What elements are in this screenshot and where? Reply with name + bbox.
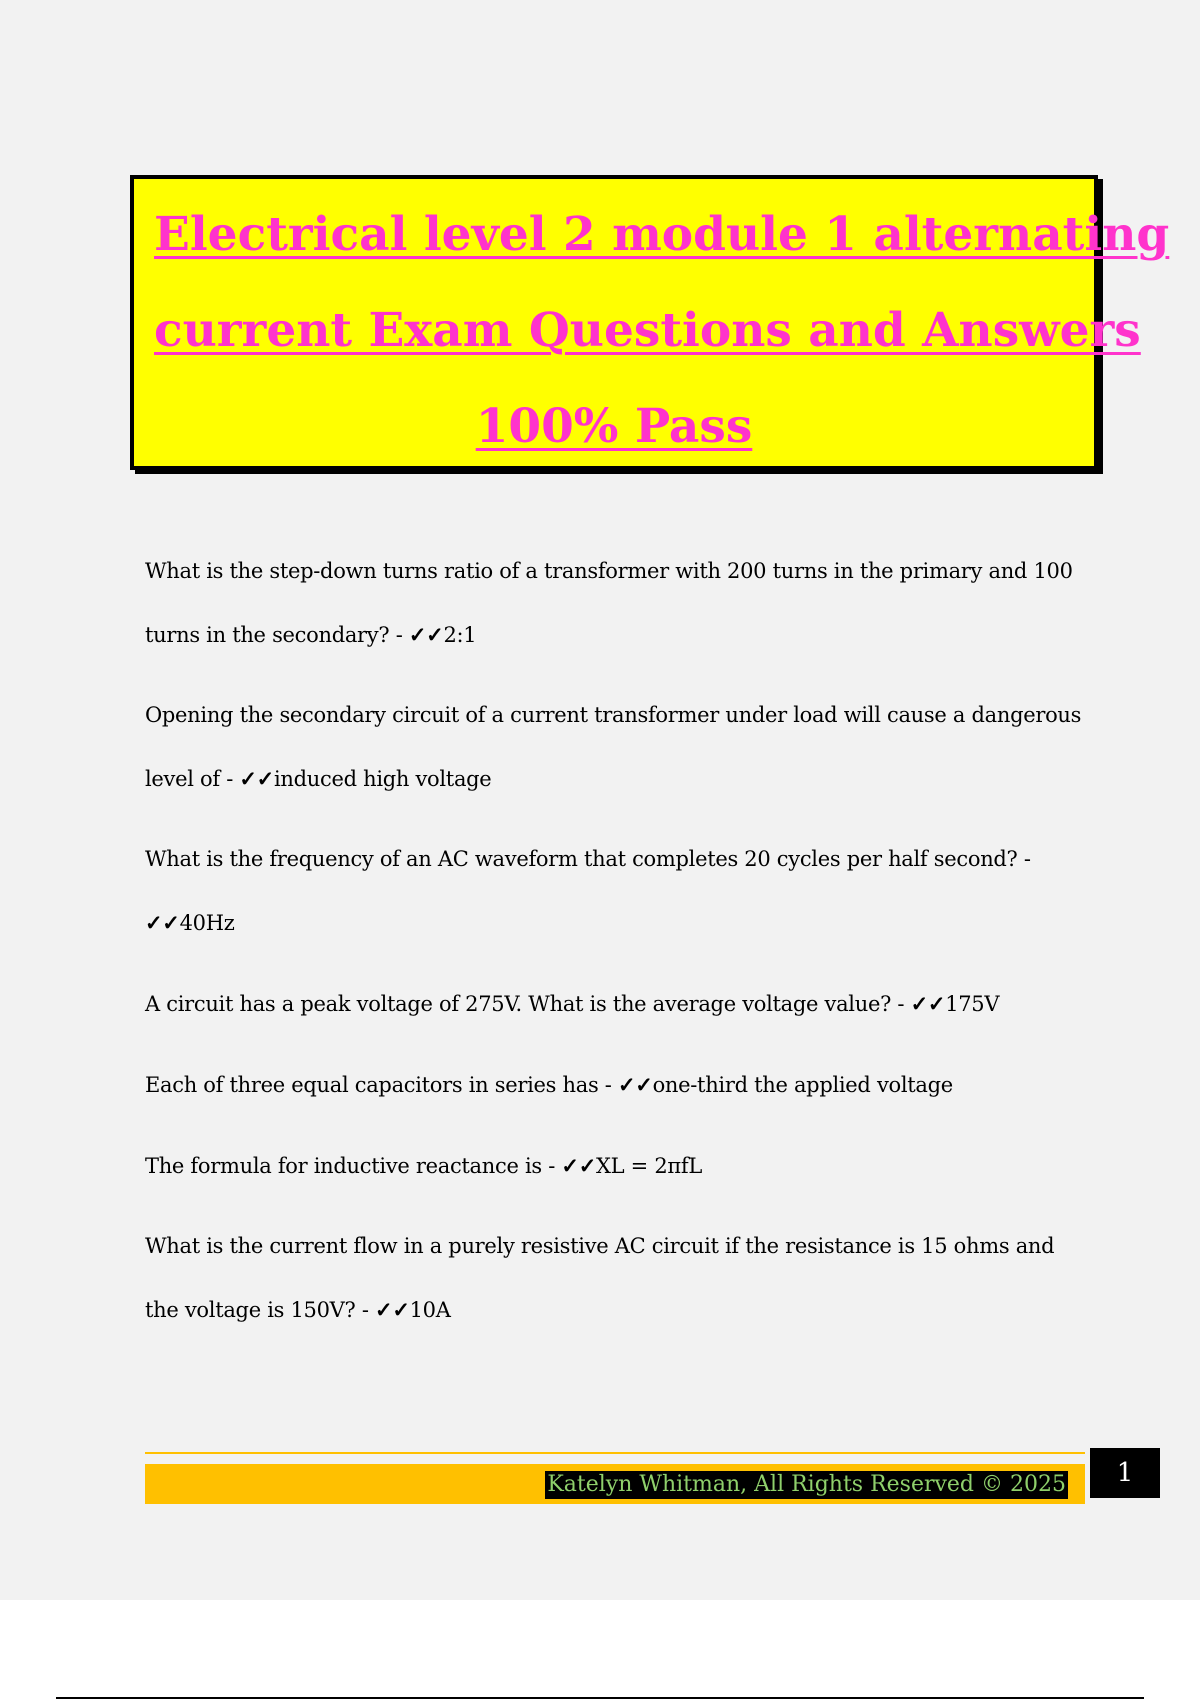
double-check-icon: ✓✓: [145, 910, 180, 935]
page-bottom-divider: [56, 1697, 1144, 1699]
answer-text: 10A: [409, 1298, 451, 1322]
qa-item: [145, 828, 1085, 955]
title-line-2: current Exam Questions and Answers: [154, 303, 1141, 358]
double-check-icon: ✓✓: [239, 766, 274, 791]
question-text: The formula for inductive reactance is: [145, 1154, 542, 1178]
qa-item: [145, 684, 1085, 811]
qa-item: [145, 1134, 1085, 1198]
footer-copyright: Katelyn Whitman, All Rights Reserved © 2025: [547, 1472, 1066, 1497]
title-line-1: Electrical level 2 module 1 alternating: [154, 207, 1170, 262]
qa-item: [145, 1053, 1085, 1117]
answer-text: induced high voltage: [273, 767, 492, 791]
qa-item: [145, 972, 1085, 1036]
answer-text: 40Hz: [179, 911, 235, 935]
answer-text: XL = 2πfL: [596, 1154, 703, 1178]
answer-text: 2:1: [443, 623, 477, 647]
question-separator: -: [1017, 847, 1031, 871]
question-separator: -: [541, 1154, 562, 1178]
title-box: [130, 175, 1170, 470]
question-separator: -: [355, 1298, 376, 1322]
double-check-icon: ✓✓: [561, 1153, 596, 1178]
question-text: What is the current flow in a purely resistive AC circuit if the resistance is 15 ohms and the voltage is 150V?: [145, 1234, 1055, 1322]
double-check-icon: ✓✓: [910, 991, 946, 1016]
double-check-icon: ✓✓: [408, 622, 444, 647]
answer-text: one-third the applied voltage: [652, 1073, 953, 1097]
question-separator: -: [219, 767, 240, 791]
question-text: What is the step-down turns ratio of a transformer with 200 turns in the primary and 100 turns in the secondary?: [145, 559, 1073, 647]
question-text: Each of three equal capacitors in series has: [145, 1073, 599, 1097]
footer-band: [145, 1464, 1085, 1504]
question-text: What is the frequency of an AC waveform that completes 20 cycles per half second?: [145, 847, 1018, 871]
qa-item: [145, 1215, 1085, 1342]
qa-item: [145, 540, 1085, 667]
question-separator: -: [389, 623, 409, 647]
page-number: 1: [1090, 1448, 1160, 1498]
footer-divider: [145, 1452, 1085, 1454]
question-separator: -: [598, 1073, 618, 1097]
title-line-3: 100% Pass: [475, 399, 753, 454]
question-text: Opening the secondary circuit of a current transformer under load will cause a dangerous level of: [145, 703, 1082, 791]
answer-text: 175V: [945, 992, 1000, 1016]
question-separator: -: [891, 992, 911, 1016]
qa-list: [145, 540, 1085, 1359]
question-text: A circuit has a peak voltage of 275V. What is the average voltage value?: [145, 992, 892, 1016]
double-check-icon: ✓✓: [375, 1297, 410, 1322]
double-check-icon: ✓✓: [617, 1072, 653, 1097]
